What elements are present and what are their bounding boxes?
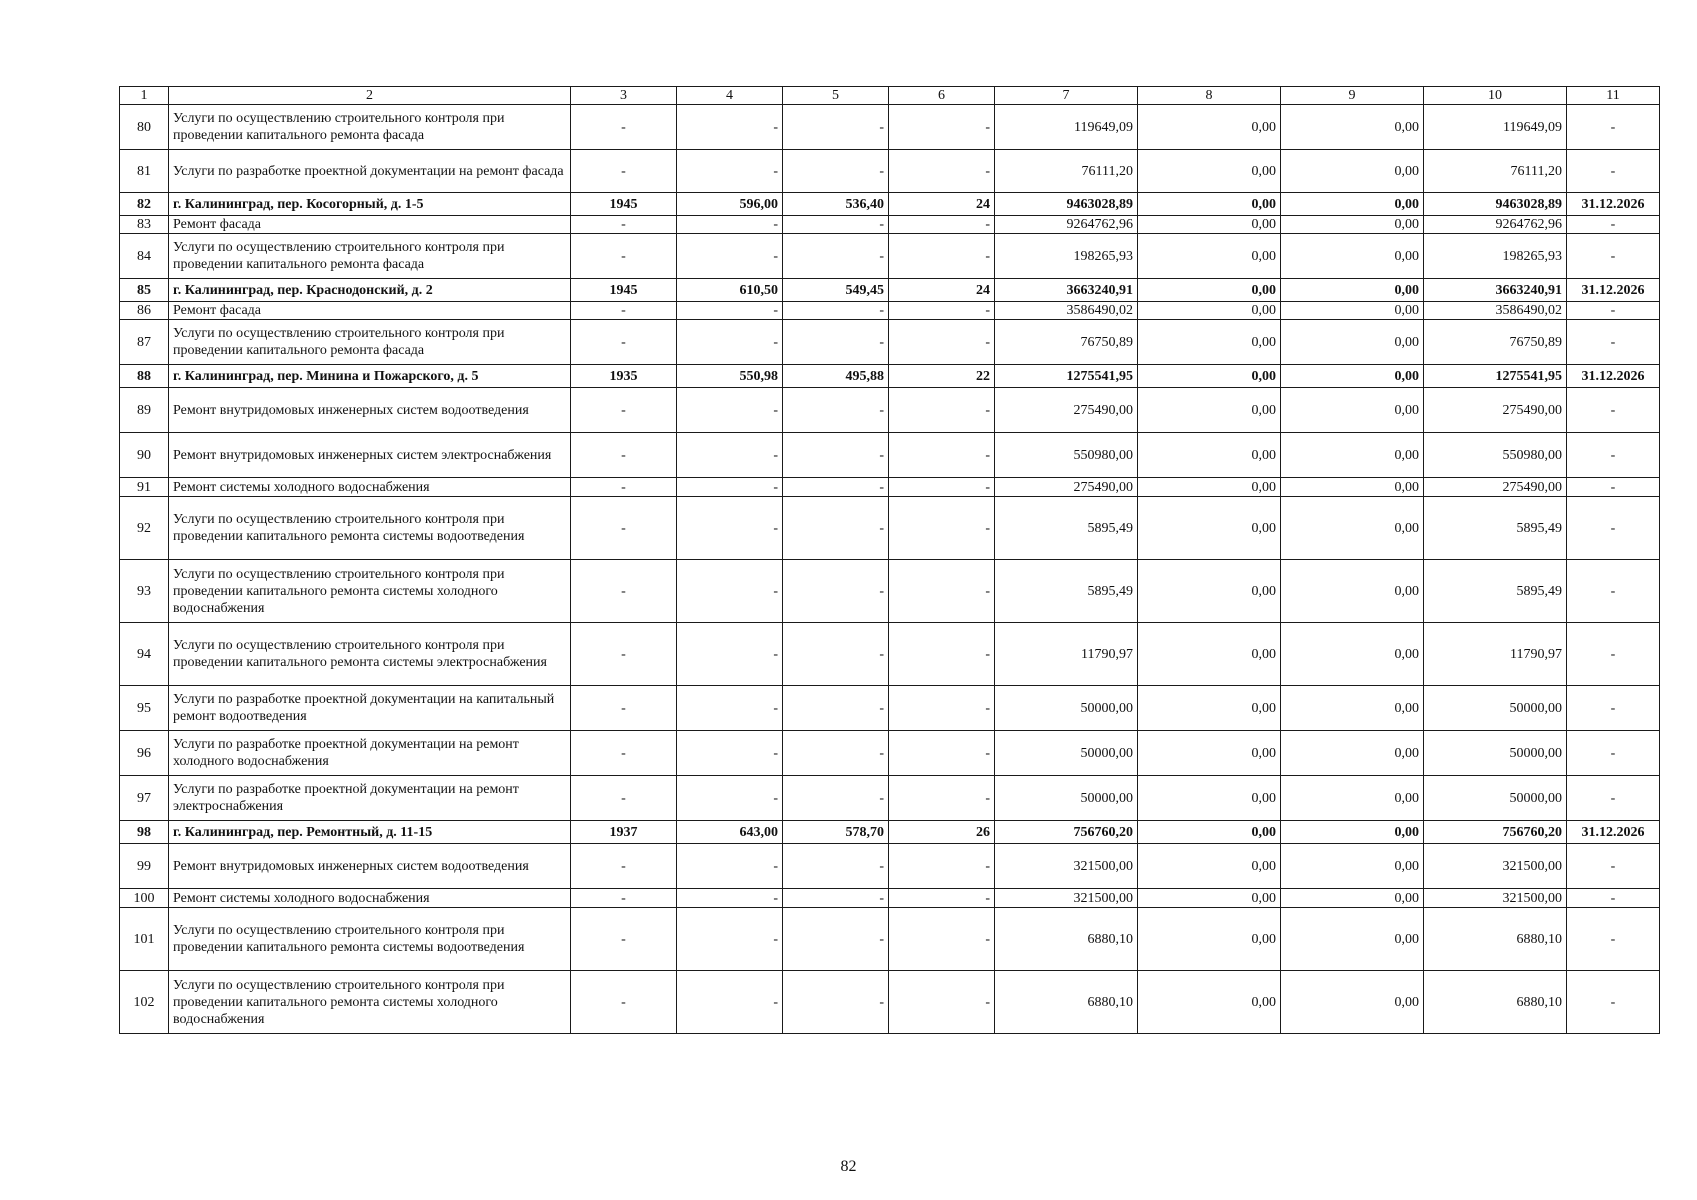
row-number: 91 [120, 478, 169, 497]
cell-col-4: - [677, 731, 783, 776]
item-name: Ремонт фасада [169, 302, 571, 320]
cell-col-8: 0,00 [1138, 150, 1281, 193]
cell-col-3: 1937 [571, 821, 677, 844]
cell-col-5: - [783, 105, 889, 150]
cell-col-7: 3586490,02 [995, 302, 1138, 320]
item-name: Ремонт внутридомовых инженерных систем водоотведения [169, 388, 571, 433]
cell-col-4: - [677, 497, 783, 560]
cell-col-9: 0,00 [1281, 731, 1424, 776]
cell-col-11: - [1567, 234, 1660, 279]
table-row [120, 478, 1660, 497]
table-row [120, 560, 1660, 623]
cell-col-3: - [571, 889, 677, 908]
cell-col-11: - [1567, 560, 1660, 623]
cell-col-4: - [677, 433, 783, 478]
row-number: 90 [120, 433, 169, 478]
cell-col-6: - [889, 234, 995, 279]
cell-col-6: 24 [889, 279, 995, 302]
cell-col-9: 0,00 [1281, 433, 1424, 478]
row-number: 95 [120, 686, 169, 731]
capital-repair-table [119, 86, 1660, 1034]
cell-col-11: - [1567, 971, 1660, 1034]
cell-col-10: 50000,00 [1424, 776, 1567, 821]
item-name: Услуги по осуществлению строительного контроля при проведении капитального ремонта системы холодного водоснабжения [169, 971, 571, 1034]
table-row [120, 302, 1660, 320]
cell-col-11: - [1567, 433, 1660, 478]
cell-col-4: - [677, 686, 783, 731]
cell-col-7: 3663240,91 [995, 279, 1138, 302]
cell-col-8: 0,00 [1138, 433, 1281, 478]
column-number: 3 [571, 87, 677, 105]
cell-col-5: - [783, 971, 889, 1034]
cell-col-10: 6880,10 [1424, 971, 1567, 1034]
cell-col-11: 31.12.2026 [1567, 193, 1660, 216]
cell-col-9: 0,00 [1281, 560, 1424, 623]
item-name: Услуги по разработке проектной документации на ремонт фасада [169, 150, 571, 193]
cell-col-5: - [783, 844, 889, 889]
row-number: 83 [120, 216, 169, 234]
item-name: Услуги по осуществлению строительного контроля при проведении капитального ремонта фасада [169, 320, 571, 365]
cell-col-11: - [1567, 105, 1660, 150]
cell-col-7: 5895,49 [995, 560, 1138, 623]
item-name: Ремонт системы холодного водоснабжения [169, 889, 571, 908]
cell-col-7: 1275541,95 [995, 365, 1138, 388]
cell-col-4: - [677, 971, 783, 1034]
table-row [120, 908, 1660, 971]
cell-col-9: 0,00 [1281, 365, 1424, 388]
cell-col-4: - [677, 889, 783, 908]
cell-col-3: - [571, 908, 677, 971]
cell-col-6: - [889, 844, 995, 889]
cell-col-7: 9264762,96 [995, 216, 1138, 234]
cell-col-7: 9463028,89 [995, 193, 1138, 216]
table-row [120, 776, 1660, 821]
table-body [120, 87, 1660, 1034]
cell-col-5: - [783, 497, 889, 560]
cell-col-3: 1945 [571, 279, 677, 302]
cell-col-3: - [571, 686, 677, 731]
cell-col-3: - [571, 105, 677, 150]
cell-col-9: 0,00 [1281, 497, 1424, 560]
cell-col-9: 0,00 [1281, 908, 1424, 971]
cell-col-8: 0,00 [1138, 478, 1281, 497]
cell-col-8: 0,00 [1138, 216, 1281, 234]
cell-col-6: 26 [889, 821, 995, 844]
page-number: 82 [840, 1158, 857, 1175]
row-number: 93 [120, 560, 169, 623]
cell-col-3: - [571, 731, 677, 776]
cell-col-11: 31.12.2026 [1567, 365, 1660, 388]
cell-col-4: 550,98 [677, 365, 783, 388]
cell-col-6: - [889, 433, 995, 478]
cell-col-8: 0,00 [1138, 908, 1281, 971]
cell-col-6: - [889, 216, 995, 234]
table-row [120, 623, 1660, 686]
cell-col-10: 3663240,91 [1424, 279, 1567, 302]
cell-col-5: - [783, 908, 889, 971]
row-number: 84 [120, 234, 169, 279]
cell-col-9: 0,00 [1281, 279, 1424, 302]
cell-col-6: - [889, 560, 995, 623]
cell-col-8: 0,00 [1138, 844, 1281, 889]
cell-col-11: - [1567, 302, 1660, 320]
table-row [120, 686, 1660, 731]
row-number: 89 [120, 388, 169, 433]
cell-col-9: 0,00 [1281, 105, 1424, 150]
column-number: 7 [995, 87, 1138, 105]
cell-col-6: - [889, 478, 995, 497]
cell-col-6: - [889, 388, 995, 433]
cell-col-5: 578,70 [783, 821, 889, 844]
cell-col-11: - [1567, 731, 1660, 776]
cell-col-4: - [677, 908, 783, 971]
cell-col-6: - [889, 150, 995, 193]
cell-col-10: 9463028,89 [1424, 193, 1567, 216]
row-number: 81 [120, 150, 169, 193]
cell-col-9: 0,00 [1281, 388, 1424, 433]
column-number: 9 [1281, 87, 1424, 105]
cell-col-4: - [677, 320, 783, 365]
cell-col-10: 275490,00 [1424, 388, 1567, 433]
cell-col-4: - [677, 776, 783, 821]
item-name: Услуги по осуществлению строительного контроля при проведении капитального ремонта системы электроснабжения [169, 623, 571, 686]
cell-col-8: 0,00 [1138, 821, 1281, 844]
cell-col-5: - [783, 776, 889, 821]
cell-col-10: 3586490,02 [1424, 302, 1567, 320]
cell-col-6: 22 [889, 365, 995, 388]
cell-col-8: 0,00 [1138, 105, 1281, 150]
cell-col-9: 0,00 [1281, 216, 1424, 234]
cell-col-8: 0,00 [1138, 193, 1281, 216]
row-number: 92 [120, 497, 169, 560]
cell-col-7: 76750,89 [995, 320, 1138, 365]
cell-col-4: - [677, 216, 783, 234]
item-name: Услуги по осуществлению строительного контроля при проведении капитального ремонта системы водоотведения [169, 497, 571, 560]
cell-col-10: 321500,00 [1424, 844, 1567, 889]
cell-col-5: - [783, 302, 889, 320]
cell-col-5: - [783, 478, 889, 497]
cell-col-11: - [1567, 388, 1660, 433]
cell-col-11: - [1567, 216, 1660, 234]
item-name: Услуги по разработке проектной документации на ремонт электроснабжения [169, 776, 571, 821]
cell-col-6: - [889, 302, 995, 320]
table-row [120, 433, 1660, 478]
cell-col-11: - [1567, 150, 1660, 193]
cell-col-6: - [889, 320, 995, 365]
cell-col-10: 321500,00 [1424, 889, 1567, 908]
cell-col-8: 0,00 [1138, 731, 1281, 776]
cell-col-5: - [783, 433, 889, 478]
cell-col-11: - [1567, 844, 1660, 889]
cell-col-7: 198265,93 [995, 234, 1138, 279]
column-number: 4 [677, 87, 783, 105]
cell-col-9: 0,00 [1281, 320, 1424, 365]
cell-col-11: 31.12.2026 [1567, 821, 1660, 844]
row-number: 99 [120, 844, 169, 889]
cell-col-10: 198265,93 [1424, 234, 1567, 279]
item-name: Ремонт фасада [169, 216, 571, 234]
column-number: 2 [169, 87, 571, 105]
item-name: г. Калининград, пер. Краснодонский, д. 2 [169, 279, 571, 302]
cell-col-11: - [1567, 908, 1660, 971]
cell-col-11: - [1567, 889, 1660, 908]
cell-col-4: - [677, 302, 783, 320]
cell-col-7: 321500,00 [995, 889, 1138, 908]
table-row [120, 216, 1660, 234]
cell-col-9: 0,00 [1281, 478, 1424, 497]
cell-col-4: - [677, 844, 783, 889]
cell-col-8: 0,00 [1138, 686, 1281, 731]
cell-col-7: 6880,10 [995, 971, 1138, 1034]
table-row [120, 234, 1660, 279]
row-number: 98 [120, 821, 169, 844]
row-number: 97 [120, 776, 169, 821]
table-row [120, 105, 1660, 150]
cell-col-4: - [677, 623, 783, 686]
item-name: Ремонт системы холодного водоснабжения [169, 478, 571, 497]
column-number: 1 [120, 87, 169, 105]
cell-col-5: - [783, 889, 889, 908]
cell-col-11: - [1567, 623, 1660, 686]
cell-col-7: 5895,49 [995, 497, 1138, 560]
cell-col-9: 0,00 [1281, 889, 1424, 908]
table-row [120, 150, 1660, 193]
table-row [120, 971, 1660, 1034]
cell-col-3: 1945 [571, 193, 677, 216]
cell-col-8: 0,00 [1138, 889, 1281, 908]
item-name: Ремонт внутридомовых инженерных систем водоотведения [169, 844, 571, 889]
address-row [120, 821, 1660, 844]
item-name: Услуги по осуществлению строительного контроля при проведении капитального ремонта системы холодного водоснабжения [169, 560, 571, 623]
cell-col-5: - [783, 388, 889, 433]
table-row [120, 388, 1660, 433]
cell-col-5: - [783, 320, 889, 365]
cell-col-8: 0,00 [1138, 560, 1281, 623]
cell-col-7: 756760,20 [995, 821, 1138, 844]
cell-col-11: - [1567, 478, 1660, 497]
row-number: 80 [120, 105, 169, 150]
cell-col-10: 756760,20 [1424, 821, 1567, 844]
cell-col-8: 0,00 [1138, 365, 1281, 388]
cell-col-3: - [571, 971, 677, 1034]
cell-col-5: 536,40 [783, 193, 889, 216]
cell-col-9: 0,00 [1281, 234, 1424, 279]
cell-col-6: - [889, 623, 995, 686]
cell-col-7: 76111,20 [995, 150, 1138, 193]
cell-col-3: - [571, 150, 677, 193]
table-row [120, 497, 1660, 560]
cell-col-4: 643,00 [677, 821, 783, 844]
address-row [120, 365, 1660, 388]
cell-col-5: - [783, 686, 889, 731]
cell-col-11: - [1567, 497, 1660, 560]
cell-col-10: 50000,00 [1424, 686, 1567, 731]
item-name: Услуги по разработке проектной документации на капитальный ремонт водоотведения [169, 686, 571, 731]
row-number: 100 [120, 889, 169, 908]
cell-col-7: 275490,00 [995, 388, 1138, 433]
cell-col-6: - [889, 731, 995, 776]
cell-col-6: - [889, 497, 995, 560]
cell-col-9: 0,00 [1281, 623, 1424, 686]
column-number: 11 [1567, 87, 1660, 105]
cell-col-6: - [889, 889, 995, 908]
cell-col-11: 31.12.2026 [1567, 279, 1660, 302]
cell-col-8: 0,00 [1138, 388, 1281, 433]
cell-col-11: - [1567, 320, 1660, 365]
cell-col-9: 0,00 [1281, 686, 1424, 731]
cell-col-3: - [571, 320, 677, 365]
cell-col-6: - [889, 776, 995, 821]
cell-col-6: - [889, 686, 995, 731]
cell-col-7: 321500,00 [995, 844, 1138, 889]
item-name: Услуги по осуществлению строительного контроля при проведении капитального ремонта фасада [169, 105, 571, 150]
row-number: 101 [120, 908, 169, 971]
column-number-header-row [120, 87, 1660, 105]
address-row [120, 193, 1660, 216]
cell-col-5: 549,45 [783, 279, 889, 302]
cell-col-10: 6880,10 [1424, 908, 1567, 971]
cell-col-10: 275490,00 [1424, 478, 1567, 497]
cell-col-5: - [783, 150, 889, 193]
row-number: 94 [120, 623, 169, 686]
cell-col-6: - [889, 908, 995, 971]
cell-col-4: - [677, 150, 783, 193]
cell-col-6: - [889, 105, 995, 150]
cell-col-3: - [571, 216, 677, 234]
cell-col-10: 76111,20 [1424, 150, 1567, 193]
cell-col-3: - [571, 497, 677, 560]
cell-col-3: - [571, 776, 677, 821]
cell-col-8: 0,00 [1138, 623, 1281, 686]
cell-col-7: 275490,00 [995, 478, 1138, 497]
table-row [120, 889, 1660, 908]
cell-col-4: - [677, 388, 783, 433]
table-row [120, 844, 1660, 889]
cell-col-10: 11790,97 [1424, 623, 1567, 686]
cell-col-7: 50000,00 [995, 731, 1138, 776]
table-row [120, 731, 1660, 776]
column-number: 5 [783, 87, 889, 105]
cell-col-3: - [571, 388, 677, 433]
item-name: Услуги по осуществлению строительного контроля при проведении капитального ремонта фасада [169, 234, 571, 279]
address-row [120, 279, 1660, 302]
cell-col-7: 6880,10 [995, 908, 1138, 971]
cell-col-3: - [571, 623, 677, 686]
item-name: Ремонт внутридомовых инженерных систем электроснабжения [169, 433, 571, 478]
cell-col-9: 0,00 [1281, 821, 1424, 844]
item-name: Услуги по разработке проектной документации на ремонт холодного водоснабжения [169, 731, 571, 776]
cell-col-8: 0,00 [1138, 971, 1281, 1034]
cell-col-9: 0,00 [1281, 150, 1424, 193]
table-row [120, 320, 1660, 365]
cell-col-5: - [783, 731, 889, 776]
cell-col-8: 0,00 [1138, 302, 1281, 320]
row-number: 102 [120, 971, 169, 1034]
cell-col-8: 0,00 [1138, 234, 1281, 279]
cell-col-3: - [571, 433, 677, 478]
cell-col-5: 495,88 [783, 365, 889, 388]
cell-col-3: - [571, 302, 677, 320]
cell-col-8: 0,00 [1138, 497, 1281, 560]
cell-col-7: 50000,00 [995, 686, 1138, 731]
cell-col-4: - [677, 478, 783, 497]
cell-col-5: - [783, 623, 889, 686]
row-number: 85 [120, 279, 169, 302]
cell-col-4: - [677, 234, 783, 279]
cell-col-10: 550980,00 [1424, 433, 1567, 478]
cell-col-10: 1275541,95 [1424, 365, 1567, 388]
cell-col-3: - [571, 560, 677, 623]
item-name: г. Калининград, пер. Ремонтный, д. 11-15 [169, 821, 571, 844]
row-number: 82 [120, 193, 169, 216]
cell-col-10: 5895,49 [1424, 560, 1567, 623]
cell-col-9: 0,00 [1281, 776, 1424, 821]
cell-col-3: - [571, 478, 677, 497]
cell-col-8: 0,00 [1138, 320, 1281, 365]
cell-col-5: - [783, 560, 889, 623]
column-number: 6 [889, 87, 995, 105]
item-name: Услуги по осуществлению строительного контроля при проведении капитального ремонта системы водоотведения [169, 908, 571, 971]
cell-col-7: 119649,09 [995, 105, 1138, 150]
cell-col-5: - [783, 234, 889, 279]
item-name: г. Калининград, пер. Минина и Пожарского, д. 5 [169, 365, 571, 388]
item-name: г. Калининград, пер. Косогорный, д. 1-5 [169, 193, 571, 216]
row-number: 96 [120, 731, 169, 776]
cell-col-9: 0,00 [1281, 844, 1424, 889]
cell-col-3: - [571, 234, 677, 279]
cell-col-8: 0,00 [1138, 279, 1281, 302]
cell-col-11: - [1567, 686, 1660, 731]
column-number: 8 [1138, 87, 1281, 105]
cell-col-4: 610,50 [677, 279, 783, 302]
cell-col-7: 11790,97 [995, 623, 1138, 686]
cell-col-4: 596,00 [677, 193, 783, 216]
row-number: 87 [120, 320, 169, 365]
column-number: 10 [1424, 87, 1567, 105]
cell-col-5: - [783, 216, 889, 234]
cell-col-3: - [571, 844, 677, 889]
row-number: 86 [120, 302, 169, 320]
cell-col-10: 5895,49 [1424, 497, 1567, 560]
cell-col-6: - [889, 971, 995, 1034]
cell-col-7: 550980,00 [995, 433, 1138, 478]
cell-col-9: 0,00 [1281, 971, 1424, 1034]
cell-col-10: 76750,89 [1424, 320, 1567, 365]
cell-col-3: 1935 [571, 365, 677, 388]
cell-col-11: - [1567, 776, 1660, 821]
row-number: 88 [120, 365, 169, 388]
cell-col-10: 119649,09 [1424, 105, 1567, 150]
cell-col-8: 0,00 [1138, 776, 1281, 821]
cell-col-7: 50000,00 [995, 776, 1138, 821]
cell-col-9: 0,00 [1281, 193, 1424, 216]
cell-col-4: - [677, 560, 783, 623]
cell-col-9: 0,00 [1281, 302, 1424, 320]
cell-col-4: - [677, 105, 783, 150]
cell-col-6: 24 [889, 193, 995, 216]
cell-col-10: 50000,00 [1424, 731, 1567, 776]
cell-col-10: 9264762,96 [1424, 216, 1567, 234]
